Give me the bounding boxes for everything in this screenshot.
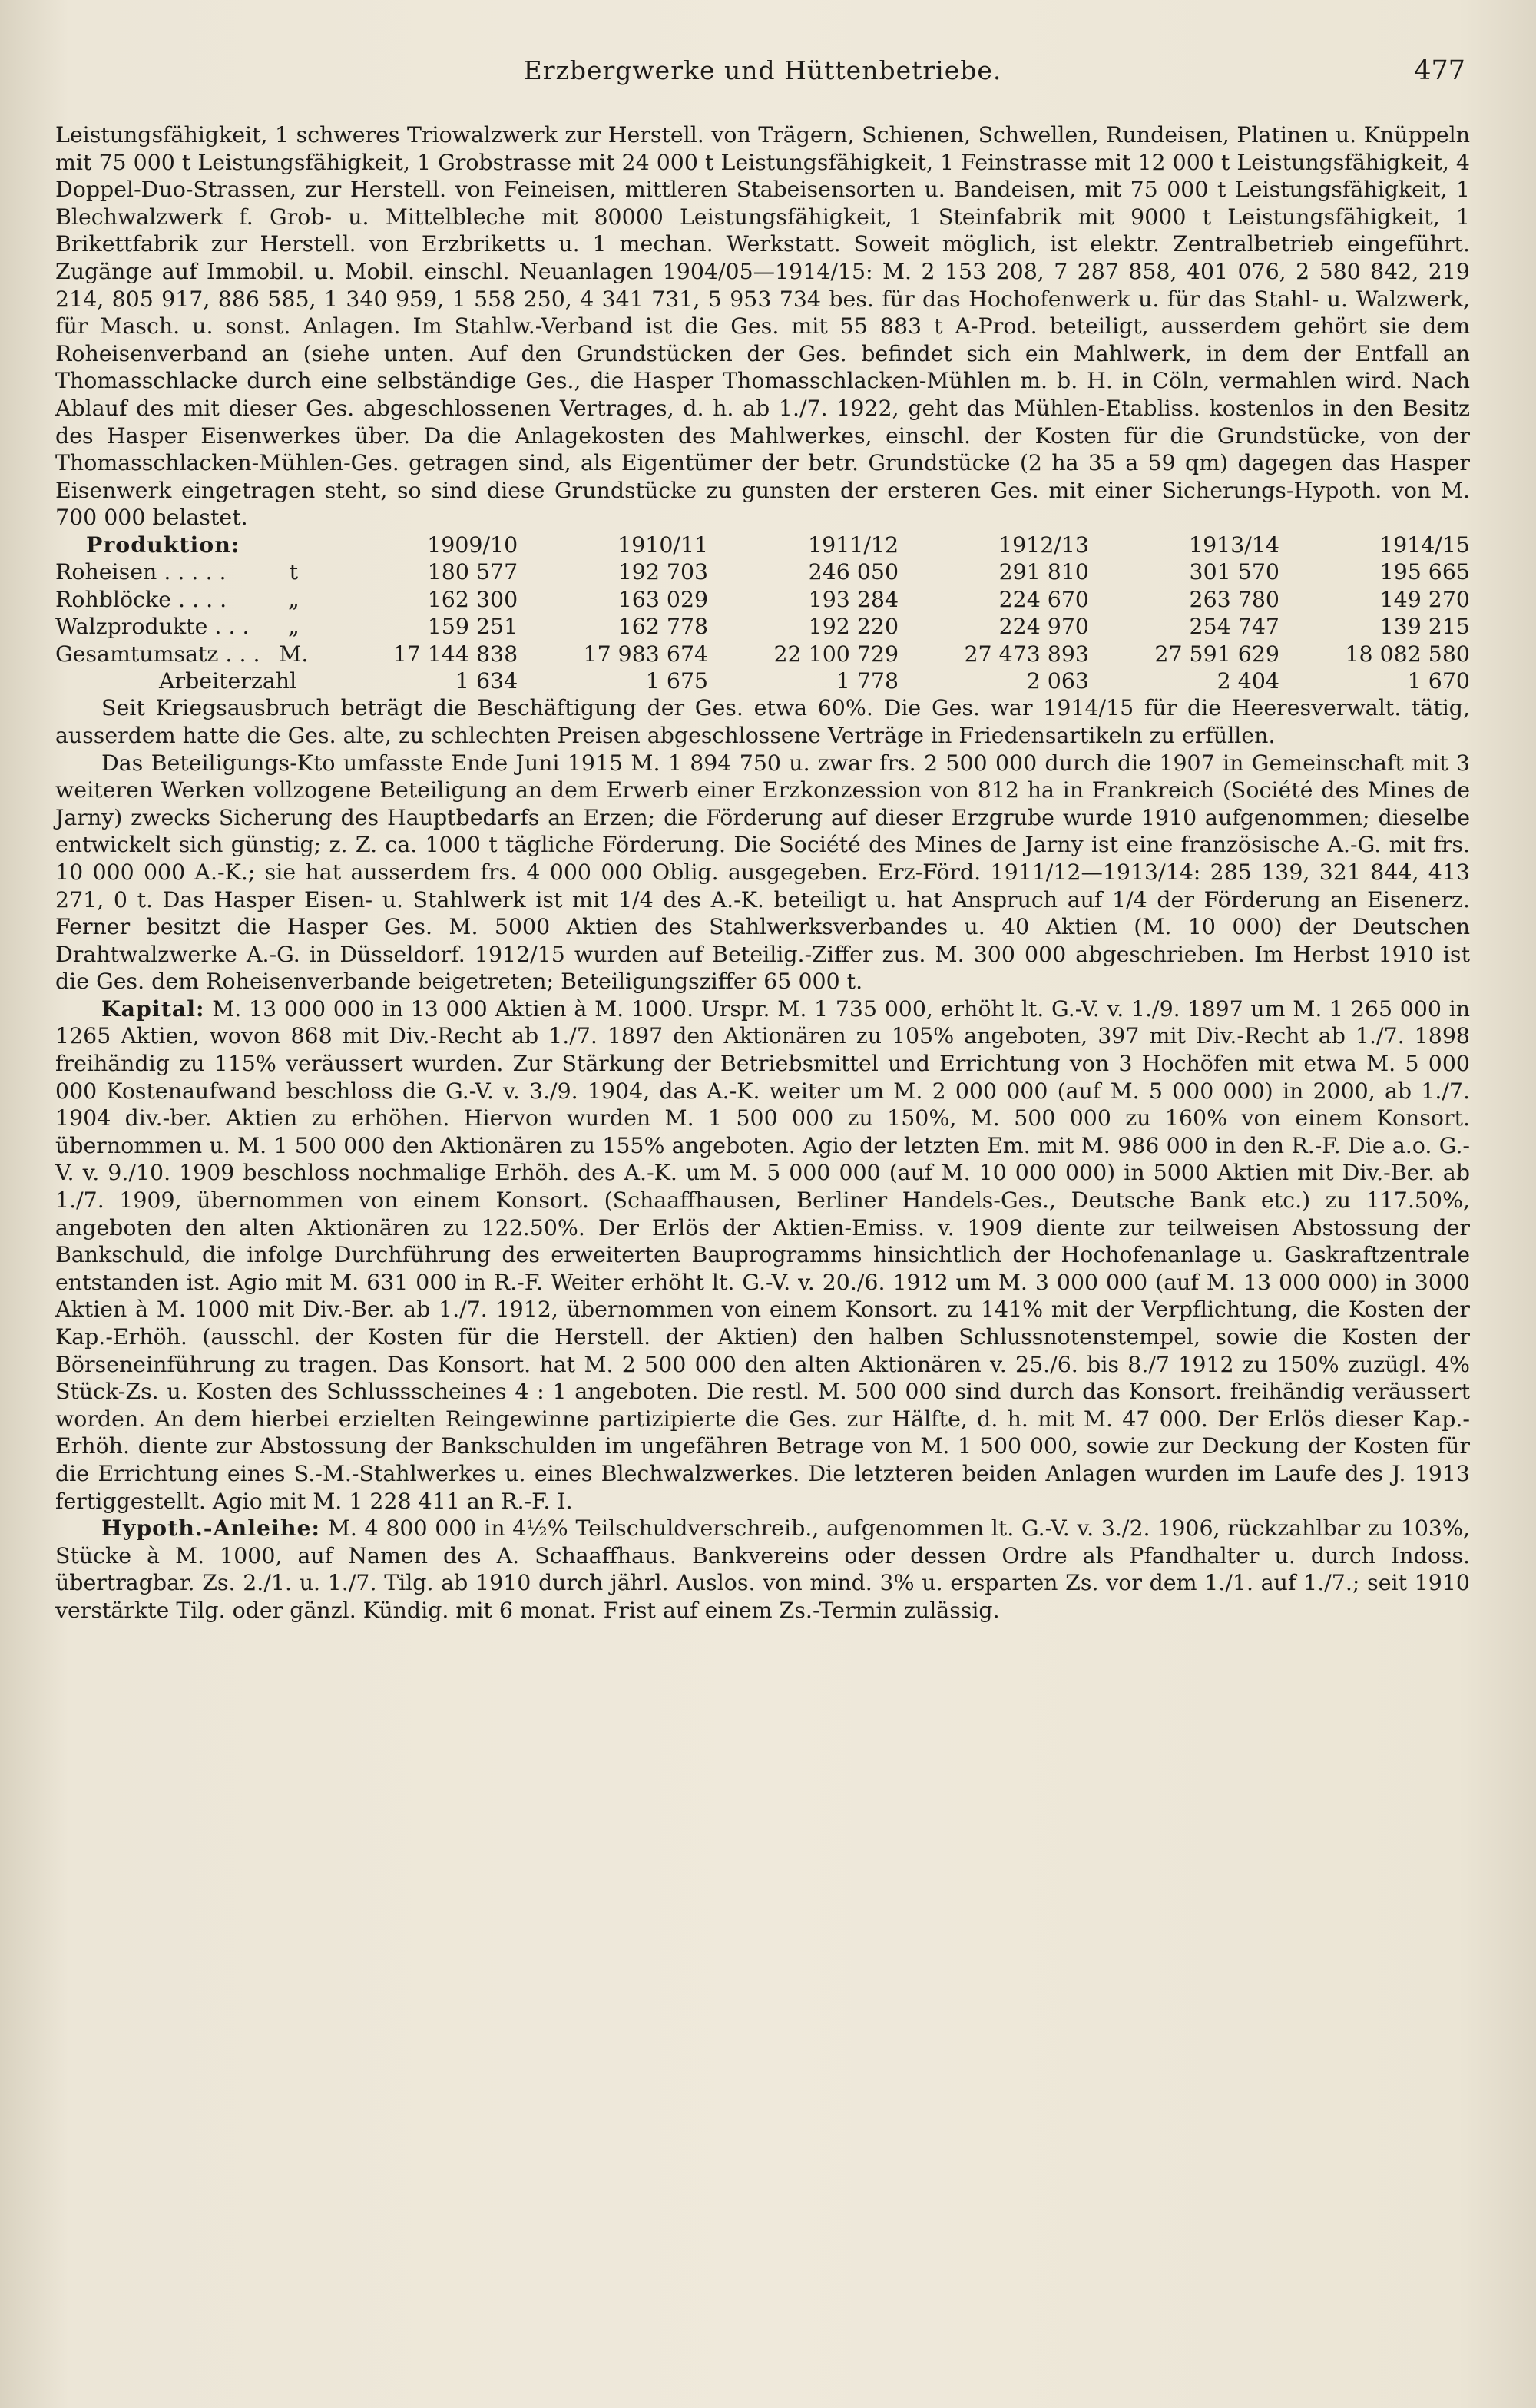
table-cell: 193 284 [808,586,899,612]
table-row [55,586,1470,613]
workers-label: Arbeiterzahl [159,667,297,694]
table-cell: 27 591 629 [1154,641,1279,667]
table-cell: 195 665 [1379,559,1470,585]
table-cell: 2 063 [1026,667,1089,694]
mortgage-text: M. 4 800 000 in 4½% Teilschuldverschreib., aufgenommen lt. G.-V. v. 3./2. 1906, rückzahlbar zu 103%, Stücke à M. 1000, auf Namen des A. Schaaffhaus. Bankvereins oder dessen Ordre als Pfandhalter u. durch Indoss. übertragbar. Zs. 2./1. u. 1./7. Tilg. ab 1910 durch jährl. Auslos. von mind. 3% u. ersparten Zs. vor dem 1./1. auf 1./7.; seit 1910 verstärkte Tilg. oder gänzl. Kündig. mit 6 monat. Frist auf einem Zs.-Termin zulässig. [55,1515,1470,1623]
table-cell: 163 029 [617,586,709,612]
year-header: 1911/12 [808,532,899,558]
workers-row [55,667,1470,694]
table-cell: 1 778 [836,667,899,694]
capital-text: M. 13 000 000 in 13 000 Aktien à M. 1000. Urspr. M. 1 735 000, erhöht lt. G.-V. v. 1./9. 1897 um M. 1 265 000 in 1265 Aktien, wovon 868 mit Div.-Recht ab 1./7. 1897 den Aktionären zu 105% angeboten, 397 mit Div.-Recht ab 1./7. 1898 freihändig zu 115% veräussert wurden. Zur Stärkung der Betriebsmittel und Errichtung von 3 Hochöfen mit etwa M. 5 000 000 Kostenaufwand beschloss die G.-V. v. 3./9. 1904, das A.-K. weiter um M. 2 000 000 (auf M. 5 000 000) in 2000, ab 1./7. 1904 div.-ber. Aktien zu erhöhen. Hiervon wurden M. 1 500 000 zu 150%, M. 500 000 zu 160% von einem Konsort. übernommen u. M. 1 500 000 den Aktionären zu 155% angeboten. Agio der letzten Em. mit M. 986 000 in den R.-F. Die a.o. G.-V. v. 9./10. 1909 beschloss nochmalige Erhöh. des A.-K. um M. 5 000 000 (auf M. 10 000 000) in 5000 Aktien mit Div.-Ber. ab 1./7. 1909, übernommen von einem Konsort. (Schaaffhausen, Berliner Handels-Ges., Deutsche Bank etc.) zu 117.50%, angeboten den alten Aktionären zu 122.50%. Der Erlös der Aktien-Emiss. v. 1909 diente zur teilweisen Abstossung der Bankschuld, die infolge Durchführung des erweiterten Bauprogramms hinsichtlich der Hochofenanlage u. Gaskraftzentrale entstanden ist. Agio mit M. 631 000 in R.-F. Weiter erhöht lt. G.-V. v. 20./6. 1912 um M. 3 000 000 (auf M. 13 000 000) in 3000 Aktien à M. 1000 mit Div.-Ber. ab 1./7. 1912, übernommen von einem Konsort. zu 141% mit der Verpflichtung, die Kosten der Kap.-Erhöh. (ausschl. der Kosten für die Herstell. der Aktien) den halben Schlussnotenstempel, sowie die Kosten der Börseneinführung zu tragen. Das Konsort. hat M. 2 500 000 den alten Aktionären v. 25./6. bis 8./7 1912 zu 150% zuzügl. 4% Stück-Zs. u. Kosten des Schlussscheines 4 : 1 angeboten. Die restl. M. 500 000 sind durch das Konsort. freihändig veräussert worden. An dem hierbei erzielten Reingewinne partizipierte die Ges. zur Hälfte, d. h. mit M. 47 000. Der Erlös dieser Kap.-Erhöh. diente zur Abstossung der Bankschulden im ungefähren Betrage von M. 1 500 000, sowie zur Deckung der Kosten für die Errichtung eines S.-M.-Stahlwerkes u. eines Blechwalzwerkes. Die letzteren beiden Anlagen wurden im Laufe des J. 1913 fertiggestellt. Agio mit M. 1 228 411 an R.-F. I. [55,995,1470,1514]
table-cell: 301 570 [1189,559,1279,585]
table-cell: 2 404 [1217,667,1279,694]
table-cell: 291 810 [998,559,1089,585]
table-cell: 17 144 838 [392,641,518,667]
table-row [55,558,1470,585]
production-header-row [55,532,1470,558]
row-label: Walzprodukte . . . [55,614,250,640]
row-label: Rohblöcke . . . . [55,586,227,612]
year-header: 1910/11 [617,532,709,558]
table-cell: 139 215 [1379,614,1470,640]
table-cell: 162 300 [427,586,518,612]
table-cell: 17 983 674 [583,641,709,667]
running-title: Erzbergwerke und Hüttenbetriebe. [523,55,1002,85]
war-employment-paragraph: Seit Kriegsausbruch beträgt die Beschäftigung der Ges. etwa 60%. Die Ges. war 1914/15 für die Heeresverwalt. tätig, ausserdem hatte die Ges. alte, zu schlechten Preisen abgeschlossene Verträge in Friedensartikeln zu erfüllen. [55,695,1470,748]
row-unit: „ [288,586,300,612]
table-cell: 162 778 [617,614,709,640]
row-unit: „ [288,614,300,640]
mortgage-heading: Hypoth.-Anleihe: [101,1515,321,1542]
table-cell: 22 100 729 [773,641,899,667]
table-cell: 192 703 [617,559,709,585]
table-cell: 149 270 [1379,586,1470,612]
participation-paragraph: Das Beteiligungs-Kto umfasste Ende Juni 1915 M. 1 894 750 u. zwar frs. 2 500 000 durch die 1907 in Gemeinschaft mit 3 weiteren Werken vollzogene Beteiligung an dem Erwerb einer Erzkonzession von 812 ha in Frankreich (Société des Mines de Jarny) zwecks Sicherung des Hauptbedarfs an Erzen; die Förderung auf dieser Erzgrube wurde 1910 aufgenommen; dieselbe entwickelt sich günstig; z. Z. ca. 1000 t tägliche Förderung. Die Société des Mines de Jarny ist eine französische A.-G. mit frs. 10 000 000 A.-K.; sie hat ausserdem frs. 4 000 000 Oblig. ausgegeben. Erz-Förd. 1911/12—1913/14: 285 139, 321 844, 413 271, 0 t. Das Hasper Eisen- u. Stahlwerk ist mit 1/4 des A.-K. beteiligt u. hat Anspruch auf 1/4 der Förderung an Eisenerz. Ferner besitzt die Hasper Ges. M. 5000 Aktien des Stahlwerksverbandes u. 40 Aktien (M. 10 000) der Deutschen Drahtwalzwerke A.-G. in Düsseldorf. 1912/15 wurden auf Beteilig.-Ziffer zus. M. 300 000 abgeschrieben. Im Herbst 1910 ist die Ges. dem Roheisenverbande beigetreten; Beteiligungsziffer 65 000 t. [55,750,1470,995]
row-unit: t [289,559,299,585]
mortgage-paragraph [55,1515,1470,1624]
table-row [55,641,1470,667]
table-cell: 246 050 [808,559,899,585]
capital-paragraph [55,995,1470,1515]
year-header: 1913/14 [1189,532,1279,558]
table-cell: 18 082 580 [1345,641,1470,667]
table-cell: 159 251 [427,614,518,640]
table-cell: 263 780 [1189,586,1279,612]
row-label: Gesamtumsatz . . . [55,641,260,667]
table-cell: 192 220 [808,614,899,640]
row-label: Roheisen . . . . . [55,559,227,585]
table-cell: 180 577 [427,559,518,585]
production-table [55,532,1470,694]
table-cell: 224 970 [998,614,1089,640]
year-header: 1914/15 [1379,532,1470,558]
capital-heading: Kapital: [101,995,205,1022]
page-header [55,55,1470,94]
page-number: 477 [1414,55,1465,86]
table-cell: 254 747 [1189,614,1279,640]
plant-description-paragraph: Leistungsfähigkeit, 1 schweres Triowalzwerk zur Herstell. von Trägern, Schienen, Schwellen, Rundeisen, Platinen u. Knüppeln mit 75 000 t Leistungsfähigkeit, 1 Grobstrasse mit 24 000 t Leistungsfähigkeit, 1 Feinstrasse mit 12 000 t Leistungsfähigkeit, 4 Doppel-Duo-Strassen, zur Herstell. von Feineisen, mittleren Stabeisensorten u. Bandeisen, mit 75 000 t Leistungsfähigkeit, 1 Blechwalzwerk f. Grob- u. Mittelbleche mit 80000 Leistungsfähigkeit, 1 Steinfabrik mit 9000 t Leistungsfähigkeit, 1 Brikettfabrik zur Herstell. von Erzbriketts u. 1 mechan. Werkstatt. Soweit möglich, ist elektr. Zentralbetrieb eingeführt. Zugänge auf Immobil. u. Mobil. einschl. Neuanlagen 1904/05—1914/15: M. 2 153 208, 7 287 858, 401 076, 2 580 842, 219 214, 805 917, 886 585, 1 340 959, 1 558 250, 4 341 731, 5 953 734 bes. für das Hochofenwerk u. für das Stahl- u. Walzwerk, für Masch. u. sonst. Anlagen. Im Stahlw.-Verband ist die Ges. mit 55 883 t A-Prod. beteiligt, ausserdem gehört sie dem Roheisenverband an (siehe unten. Auf den Grundstücken der Ges. befindet sich ein Mahlwerk, in dem der Entfall an Thomasschlacke durch eine selbständige Ges., die Hasper Thomasschlacken-Mühlen m. b. H. in Cöln, vermahlen wird. Nach Ablauf des mit dieser Ges. abgeschlossenen Vertrages, d. h. ab 1./7. 1922, geht das Mühlen-Etabliss. kostenlos in den Besitz des Hasper Eisenwerkes über. Da die Anlagekosten des Mahlwerkes, einschl. der Kosten für die Grundstücke, von der Thomasschlacken-Mühlen-Ges. getragen sind, als Eigentümer der betr. Grundstücke (2 ha 35 a 59 qm) dagegen das Hasper Eisenwerk eingetragen steht, so sind diese Grundstücke zu gunsten der ersteren Ges. mit einer Sicherungs-Hypoth. von M. 700 000 belastet. [55,122,1470,531]
table-cell: 1 634 [455,667,518,694]
production-heading: Produktion: [86,531,240,558]
table-cell: 224 670 [998,586,1089,612]
year-header: 1909/10 [427,532,518,558]
row-unit: M. [279,641,309,667]
table-cell: 1 675 [645,667,709,694]
table-cell: 1 670 [1407,667,1470,694]
table-row [55,613,1470,640]
year-header: 1912/13 [998,532,1089,558]
table-cell: 27 473 893 [964,641,1089,667]
